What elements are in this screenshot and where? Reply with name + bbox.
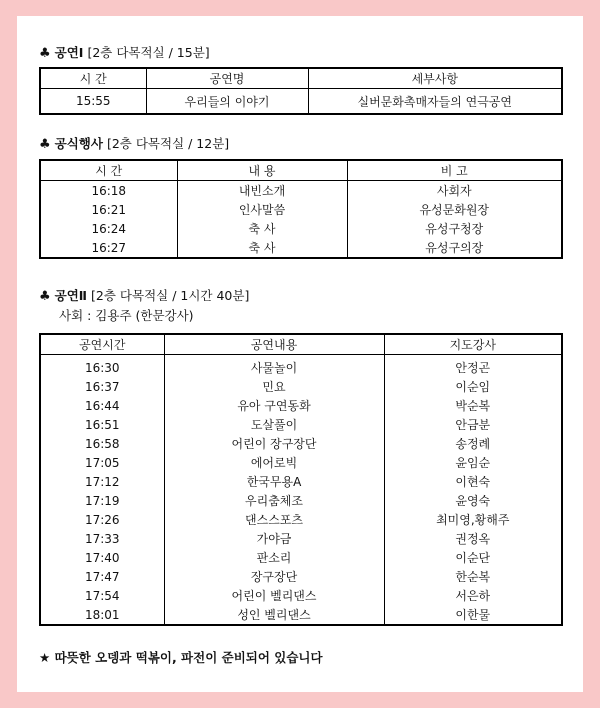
section2-table [39,159,563,259]
table-cell: 에어로빅 [164,453,384,472]
section2-name: 공식행사 [54,136,103,151]
table-cell: 17:26 [40,510,164,529]
table-cell: 우리춤체조 [164,491,384,510]
table-cell: 성인 벨리댄스 [164,605,384,625]
table-cell: 16:21 [40,200,177,219]
table-row [40,548,562,567]
table-cell: 이순임 [455,380,491,394]
table-cell: 한국무용A [164,472,384,491]
table-cell: 16:18 [40,181,177,201]
table-cell: 윤영숙 [455,494,491,508]
table-header: 비 고 [347,160,562,181]
table-row [40,181,562,201]
table-cell: 가야금 [164,529,384,548]
section3-name: 공연Ⅱ [54,288,88,303]
table-row [40,434,562,453]
table-row [40,453,562,472]
table-cell: 안금분 [455,418,491,432]
host-line: 사회 : 김용주 (한문강사) [59,308,194,323]
section1-title [39,45,210,62]
table-header: 세부사항 [308,68,562,89]
table-row [40,586,562,605]
table-cell: 17:47 [40,567,164,586]
table-cell: 어린이 장구장단 [164,434,384,453]
footer-text: 따뜻한 오뎅과 떡볶이, 파전이 준비되어 있습니다 [54,650,323,665]
table-row [40,605,562,625]
section3-title [39,288,249,305]
section2-title [39,136,229,153]
table-cell: 내빈소개 [177,181,347,201]
table-row [40,355,562,378]
table-cell: 축 사 [177,219,347,238]
table-cell: 17:12 [40,472,164,491]
table-row [40,200,562,219]
table-cell: 장구장단 [164,567,384,586]
table-row [40,567,562,586]
table-cell: 축 사 [177,238,347,258]
table-cell: 송정례 [455,437,491,451]
table-header: 공연내용 [164,334,384,355]
table-row [40,491,562,510]
table-cell: 이현숙 [455,475,491,489]
section3-table [39,333,563,626]
section1-info: [2층 다목적실 / 15분] [87,45,210,60]
club-icon: ♣ [39,137,51,152]
table-cell: 이한물 [455,608,491,622]
program-sheet [17,16,583,692]
table-cell: 16:27 [40,238,177,258]
table-header: 내 용 [177,160,347,181]
table-cell: 실버문화촉매자들의 연극공연 [357,94,512,109]
table-cell: 우리들의 이야기 [146,89,308,115]
table-row [40,238,562,258]
table-cell: 17:05 [40,453,164,472]
table-cell: 어린이 벨리댄스 [164,586,384,605]
table-row [40,219,562,238]
table-cell: 18:01 [40,605,164,625]
table-cell: 윤임순 [455,456,491,470]
footer-note [39,648,323,666]
table-header: 시 간 [40,68,146,89]
table-cell: 16:44 [40,396,164,415]
table-cell: 최미영,황해주 [436,513,510,527]
table-cell: 17:40 [40,548,164,567]
table-cell: 16:51 [40,415,164,434]
table-cell: 사물놀이 [164,355,384,378]
table-cell: 유아 구연동화 [164,396,384,415]
table-row [40,415,562,434]
table-cell: 16:30 [40,355,164,378]
table-row [40,89,562,115]
table-cell: 한순복 [455,570,491,584]
table-header: 시 간 [40,160,177,181]
table-cell: 댄스스포츠 [164,510,384,529]
table-cell: 박순복 [455,399,491,413]
star-icon: ★ [39,650,51,665]
club-icon: ♣ [39,46,51,61]
table-cell: 권정옥 [455,532,491,546]
section1-table [39,67,563,115]
table-cell: 도살풀이 [164,415,384,434]
table-cell: 안정곤 [455,361,491,375]
section3-info: [2층 다목적실 / 1시간 40분] [91,288,250,303]
table-header: 공연시간 [40,334,164,355]
table-cell: 15:55 [40,89,146,115]
table-row [40,472,562,491]
table-cell: 유성구청장 [425,222,484,236]
table-header: 공연명 [146,68,308,89]
table-row [40,396,562,415]
section2-info: [2층 다목적실 / 12분] [106,136,230,151]
table-row [40,529,562,548]
table-cell: 17:54 [40,586,164,605]
table-cell: 사회자 [436,184,472,198]
table-cell: 판소리 [164,548,384,567]
table-cell: 서은하 [455,589,491,603]
table-cell: 유성문화원장 [419,203,490,217]
table-cell: 16:24 [40,219,177,238]
table-cell: 인사말씀 [177,200,347,219]
section1-name: 공연Ⅰ [54,45,84,60]
table-cell: 유성구의장 [425,241,484,255]
table-cell: 17:33 [40,529,164,548]
club-icon: ♣ [39,289,51,304]
table-cell: 16:37 [40,377,164,396]
table-cell: 16:58 [40,434,164,453]
table-cell: 17:19 [40,491,164,510]
table-header: 지도강사 [384,334,562,355]
table-cell: 이순단 [455,551,491,565]
table-row [40,510,562,529]
table-row [40,377,562,396]
table-cell: 민요 [164,377,384,396]
